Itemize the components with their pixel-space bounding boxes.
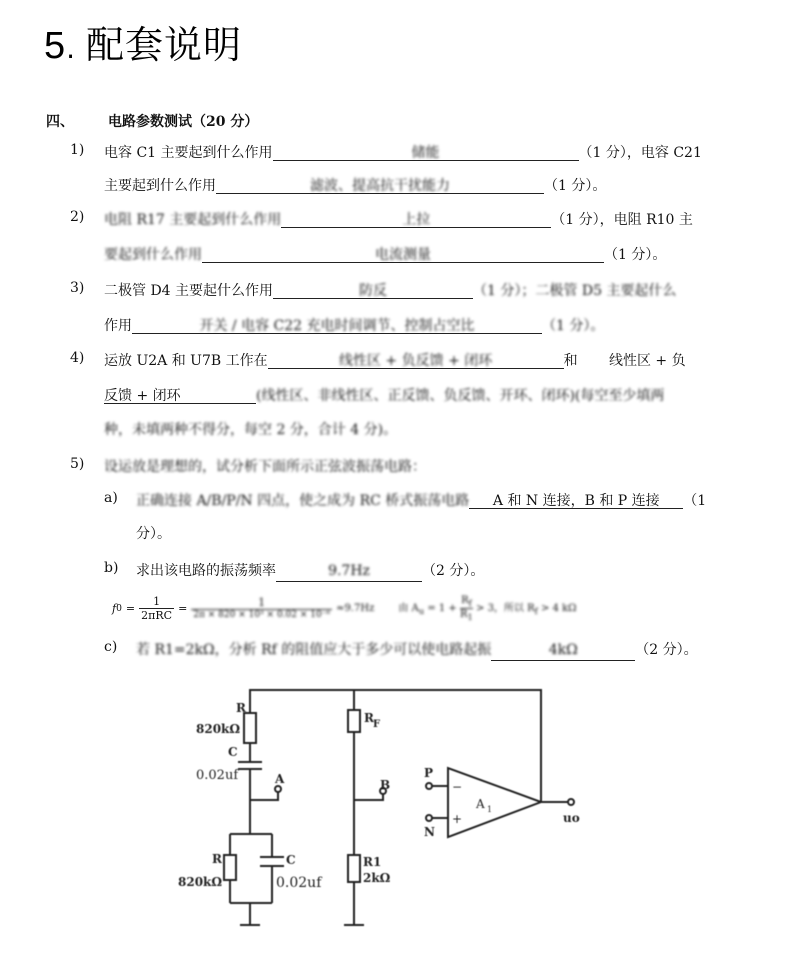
formula-f-sub: 0 <box>116 602 122 614</box>
formula-num-2: 1 <box>258 596 266 609</box>
q3-text-b: 作用 <box>104 318 132 334</box>
node-n-label: N <box>424 825 435 839</box>
rf-subscript: F <box>373 719 381 730</box>
q5a-score-b: 分）。 <box>136 526 171 542</box>
q5c-text: 若 R1=2kΩ，分析 Rf 的阻值应大于多少可以使电路起振 <box>136 642 492 658</box>
r-bottom-label: R <box>212 852 222 866</box>
c-top-value: 0.02uf <box>196 768 239 783</box>
q5c-score: （2 分）。 <box>635 642 698 658</box>
r-top-value: 820kΩ <box>196 722 241 736</box>
q1-text-a: 电容 C1 主要起到什么作用 <box>104 145 273 161</box>
c-bottom-label: C <box>286 853 296 867</box>
r-bottom-resistor <box>224 855 236 880</box>
node-n-terminal <box>426 815 432 821</box>
q5b-label: b) <box>104 560 119 576</box>
r1-resistor <box>348 855 360 882</box>
node-a-wire <box>250 792 278 800</box>
formula-note-2: = 1 + <box>427 602 457 614</box>
c-bottom-capacitor <box>260 857 284 866</box>
q1-score-b: （1 分）。 <box>544 178 607 194</box>
formula-den-2: 2π × 820 × 10³ × 0.02 × 10⁻⁶ <box>193 610 331 620</box>
formula-result: ≈9.7Hz <box>336 602 375 614</box>
q2-text-a: 电阻 R17 主要起到什么作用 <box>104 212 282 228</box>
output-terminal <box>568 799 574 805</box>
formula-den-1: 2πRC <box>141 608 173 622</box>
q4-number: 4) <box>70 350 85 366</box>
q5c-answer: 4kΩ <box>548 642 578 658</box>
q2-score-b: （1 分）。 <box>604 247 667 263</box>
q3-number: 3) <box>70 280 85 296</box>
q1-answer-b: 滤波、提高抗干扰能力 <box>310 178 450 194</box>
c-top-capacitor <box>238 762 262 769</box>
q5c-label: c) <box>104 639 118 655</box>
q1-answer-a: 储能 <box>411 145 440 161</box>
q5b-formula: f 0 = 1 2πRC = 1 2π × 820 × 10³ × 0.02 × 10⁻⁶ ≈9.7Hz 由 $A_u = 1$ + $\frac{R_f}{R_1}$ > 3，所以 $R_f > 4$ kΩ <box>112 594 577 622</box>
q4-note: 种，未填两种不得分，每空 2 分，合计 4 分)。 <box>104 422 398 438</box>
section-label: 四、 <box>46 114 74 130</box>
formula-num-1: 1 <box>153 594 161 608</box>
node-a-label: A <box>275 772 285 786</box>
q1-number: 1) <box>70 142 85 158</box>
q4-answer-b2: 反馈 + 闭环 <box>104 388 181 404</box>
opamp-inputs <box>432 786 448 818</box>
section-heading: 电路参数测试（20 分） <box>108 114 259 130</box>
formula-note-1: 由 A <box>398 602 419 614</box>
q5a-score-a: （1 <box>683 493 707 509</box>
node-b-wire <box>354 794 383 800</box>
q1-text-b: 主要起到什么作用 <box>104 178 216 194</box>
q2-answer-a: 上拉 <box>402 212 431 228</box>
opamp-minus: − <box>452 780 463 794</box>
q4-options: (线性区、非线性区、正反馈、负反馈、开环、闭环)(每空至少填两 <box>256 388 665 404</box>
output-label: uo <box>563 811 580 825</box>
rf-resistor <box>348 710 360 732</box>
node-b-label: B <box>380 778 391 792</box>
r-top-resistor <box>244 713 256 743</box>
opamp-label: A <box>476 797 485 811</box>
q3-answer-b: 开关 / 电容 C22 充电时间调节、控制占空比 <box>199 318 475 334</box>
formula-rf: R <box>461 594 469 606</box>
node-p-terminal <box>426 783 432 789</box>
q4-text-a: 运放 U2A 和 U7B 工作在 <box>104 353 268 369</box>
q4-answer-a: 线性区 + 负反馈 + 闭环 <box>338 353 493 369</box>
formula-r1: R <box>459 608 468 620</box>
formula-note-3: > 3，所以 R <box>476 602 535 614</box>
q5b-answer: 9.7Hz <box>328 563 370 579</box>
rf-label: R <box>364 711 374 725</box>
q5-number: 5) <box>70 456 85 472</box>
formula-f: f <box>112 601 117 615</box>
opamp-plus: + <box>452 812 463 826</box>
q2-score-a: （1 分），电阻 R10 主 <box>551 212 693 228</box>
q1-score-a: （1 分），电容 C21 <box>578 145 702 161</box>
formula-note: 由 $A_u = 1$ + $\frac{R_f}{R_1}$ > 3，所以 $R_f > 4$ kΩ <box>398 594 577 622</box>
q4-answer-b1: 线性区 + 负 <box>608 353 686 369</box>
q3-text-a: 二极管 D4 主要起什么作用 <box>104 283 274 299</box>
c-top-label: C <box>228 745 238 759</box>
node-p-label: P <box>424 766 434 780</box>
q5a-label: a) <box>104 490 118 506</box>
q2-text-b: 要起到什么作用 <box>104 247 202 263</box>
opamp-body <box>448 768 541 837</box>
q5-intro-text: 设运放是理想的，试分析下面所示正弦波振荡电路： <box>104 459 426 475</box>
section-number: 5 <box>44 25 67 67</box>
r-top-label: R <box>236 701 246 715</box>
formula-frac-3: $\frac{R_f}{R_1}$ <box>459 594 473 622</box>
node-a-terminal <box>275 786 281 792</box>
q5b-score: （2 分）。 <box>422 563 485 579</box>
c-bottom-value: 0.02uf <box>276 875 322 891</box>
q2-answer-b: 电流测量 <box>375 247 431 263</box>
q2-number: 2) <box>70 209 85 225</box>
section-dot: . <box>66 32 77 65</box>
section-title-text: 配套说明 <box>86 23 243 67</box>
q3-score-b: （1 分）。 <box>542 318 605 334</box>
q5b-text: 求出该电路的振荡频率 <box>136 563 276 579</box>
q3-score-a: （1 分）；二极管 D5 主要起什么 <box>473 283 677 299</box>
left-ground <box>230 903 272 925</box>
q5a-text: 正确连接 A/B/P/N 四点，使之成为 RC 桥式振荡电路 <box>136 493 470 509</box>
q4-and: 和 <box>563 353 578 369</box>
formula-note-4: > 4 kΩ <box>540 602 577 614</box>
r-bottom-value: 820kΩ <box>178 875 223 889</box>
opamp-subscript: 1 <box>487 805 493 814</box>
q5a-answer: A 和 N 连接，B 和 P 连接 <box>492 493 660 509</box>
r1-label: R1 <box>363 855 382 869</box>
q3-answer-a: 防反 <box>359 283 388 299</box>
r1-value: 2kΩ <box>363 871 391 885</box>
